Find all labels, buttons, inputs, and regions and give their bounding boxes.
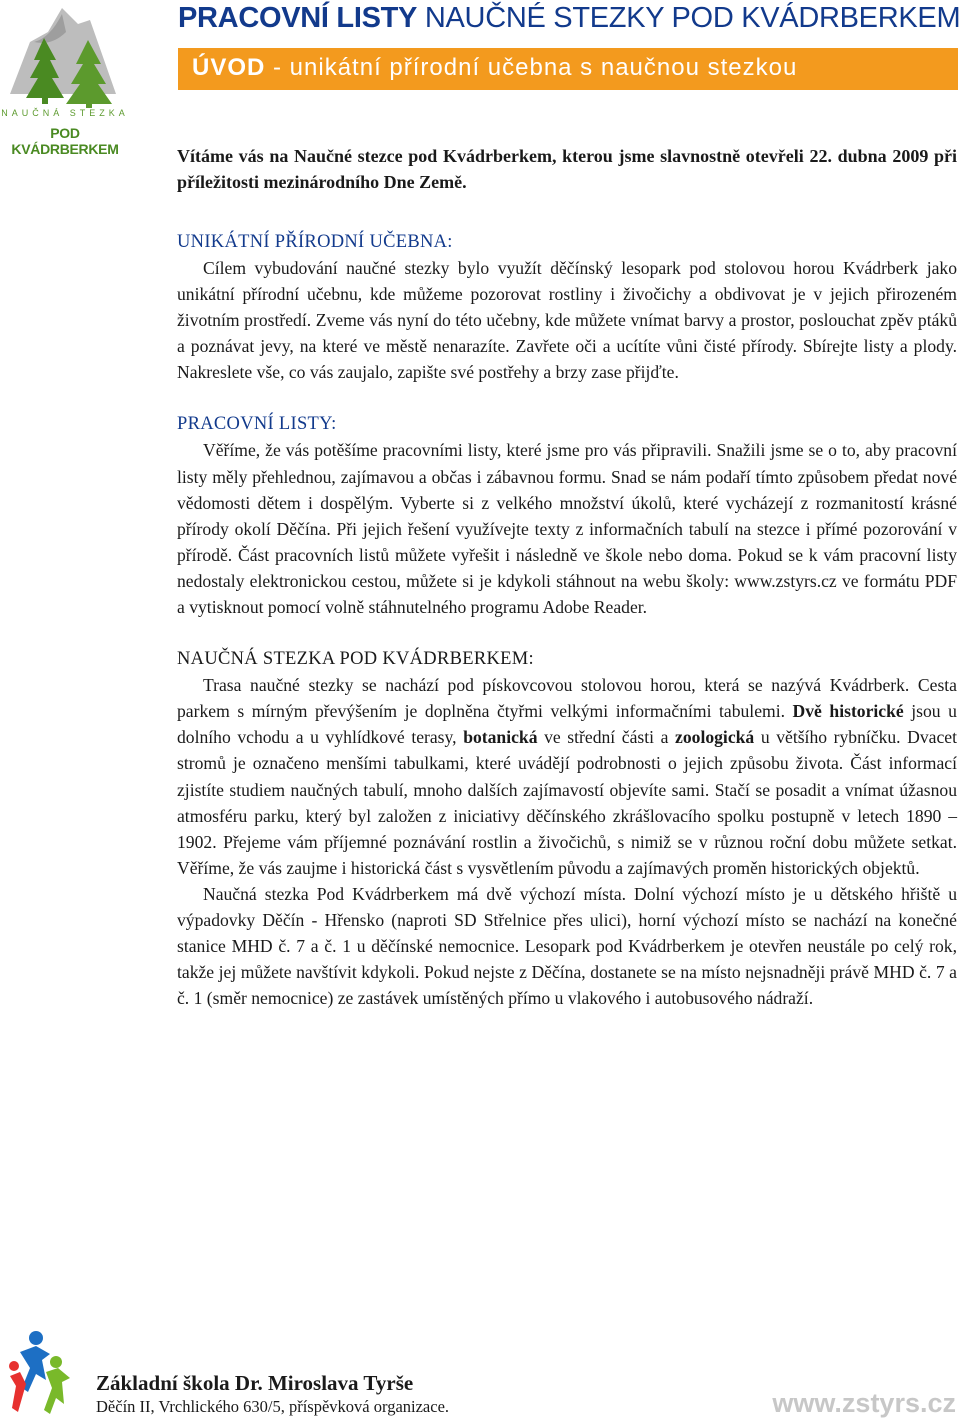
stezka-text-d: ve střední části a — [537, 727, 676, 748]
section-text-stezka-1 — [177, 672, 957, 881]
logo-trees-icon — [4, 2, 128, 110]
section-ucebna — [177, 229, 957, 385]
stezka-bold-zoologicka: zoologická — [675, 727, 755, 748]
subtitle-bar — [178, 48, 958, 90]
stezka-text-c: jsou u dolního vchodu a u vyhlídkové terasy, — [177, 701, 957, 748]
subtitle — [192, 54, 797, 82]
section-text-listy: Věříme, že vás potěšíme pracovními listy, které jsme pro vás připravili. Snažili jsme se o to, aby pracovní listy měly přehlednou, zajímavou a občas i zábavnou formu. Snad se nám podaří tímto způsobem předat nové vědomosti dětem i dospělým. Vyberte si z velkého množství úkolů, které vycházejí z rozmanitostí krásné přírody okolí Děčína. Při jejich řešení využívejte texty z informačních tabulí na stezce i přímé pozorování v přírodě. Část pracovních listů můžete vyřešit i následně ve škole nebo doma. Pokud se k vám pracovní listy nedostaly elektronickou cestou, můžete si je kdykoli stáhnout na webu školy: www.zstyrs.cz ve formátu PDF a vytisknout pomocí volně stáhnutelného programu Adobe Reader. — [177, 440, 957, 618]
stezka-text-e: u většího rybníčku. Dvacet stromů je označeno menšími tabulkami, které uvádějí podrobnosti o jejich způsobu života. Část informací zjistíte studiem naučných tabulí, mnoho dalších zajímavostí objevíte sami. Stačí se posadit a vnímat úžasnou atmosféru parku, který byl založen z iniciativy děčínského zkrášlovacího spolku postupně v letech 1890 – 1902. Přejeme vám příjemné poznávání rostlin a živočichů, s nimiž se v různou roční dobu můžete setkat. Věříme, že vás zaujme i historická část s vysvětlením původu a zajímavých proměn historických objektů. — [177, 727, 957, 878]
section-heading-ucebna: UNIKÁTNÍ PŘÍRODNÍ UČEBNA: — [177, 232, 453, 252]
stezka-bold-historicke: Dvě historické — [792, 701, 904, 722]
section-listy — [177, 411, 957, 620]
section-heading-stezka: NAUČNÁ STEZKA POD KVÁDRBERKEM: — [177, 649, 534, 670]
subtitle-rest: - unikátní přírodní učebna s naučnou stezkou — [265, 54, 798, 81]
section-stezka — [177, 646, 957, 1011]
school-website-link[interactable]: www.zstyrs.cz — [772, 1388, 956, 1418]
section-text-ucebna: Cílem vybudování naučné stezky bylo využít děčínský lesopark pod stolovou horou Kvádrberk jako unikátní přírodní učebnu, kde můžeme pozorovat rostliny i živočichy a obdivovat je v jejich přirozeném životním prostředí. Zveme vás nyní do této učebny, kde můžete vnímat barvy a prostor, poslouchat zpěv ptáků a poznávat jevy, na které ve městě nenarazíte. Zavřete oči a ucítíte vůni čisté přírody. Sbírejte listy a plody. Nakreslete vše, co vás zaujalo, zapište své postřehy a brzy zase přijďte. — [177, 258, 957, 383]
logo-text-bottom: POD KVÁDRBERKEM — [11, 125, 119, 157]
intro-text: Vítáme vás na Naučné stezce pod Kvádrberkem, kterou jsme slavnostně otevřeli 22. dubna 2009 při příležitosti mezinárodního Dne Země. — [177, 146, 957, 192]
naucna-stezka-logo — [4, 2, 128, 142]
school-address: Děčín II, Vrchlického 630/5, příspěvková organizace. — [96, 1397, 450, 1416]
page-title-bold: PRACOVNÍ LISTY — [178, 2, 418, 34]
school-name: Základní škola Dr. Miroslava Tyrše — [96, 1371, 414, 1395]
stezka-text-a: Trasa naučné stezky se nachází pod pískovcovou stolovou horou, která se nazývá Kvádrberk. Cesta parkem s mírným převýšením je doplněna čtyřmi velkými informačními tabulemi. — [177, 675, 957, 722]
section-text-stezka-2: Naučná stezka Pod Kvádrberkem má dvě výchozí místa. Dolní výchozí místo je u dětského hřiště u výpadovky Děčín - Hřensko (naproti SD Střelnice přes ulici), horní výchozí místo se nachází na konečné stanice MHD č. 7 a č. 1 u děčínské nemocnice. Lesopark pod Kvádrberkem je otevřen neustále po celý rok, takže jej můžete navštívit kdykoli. Pokud nejste z Děčína, dostanete se na místo nejsnadněji právě MHD č. 7 a č. 1 (směr nemocnice) ze zastávek umístěných přímo u vlakového i autobusového nádraží. — [177, 883, 957, 1009]
section-heading-listy: PRACOVNÍ LISTY: — [177, 414, 337, 435]
page-title — [178, 0, 960, 36]
school-figures-icon — [6, 1328, 78, 1418]
page-title-rest: NAUČNÉ STEZKY POD KVÁDRBERKEM — [417, 2, 960, 34]
content — [177, 143, 957, 1037]
logo-text-top: NAUČNÁ STEZKA — [1, 108, 129, 118]
school-logo — [6, 1328, 78, 1418]
stezka-bold-botanicka: botanická — [463, 727, 538, 748]
subtitle-bold: ÚVOD — [192, 54, 266, 81]
